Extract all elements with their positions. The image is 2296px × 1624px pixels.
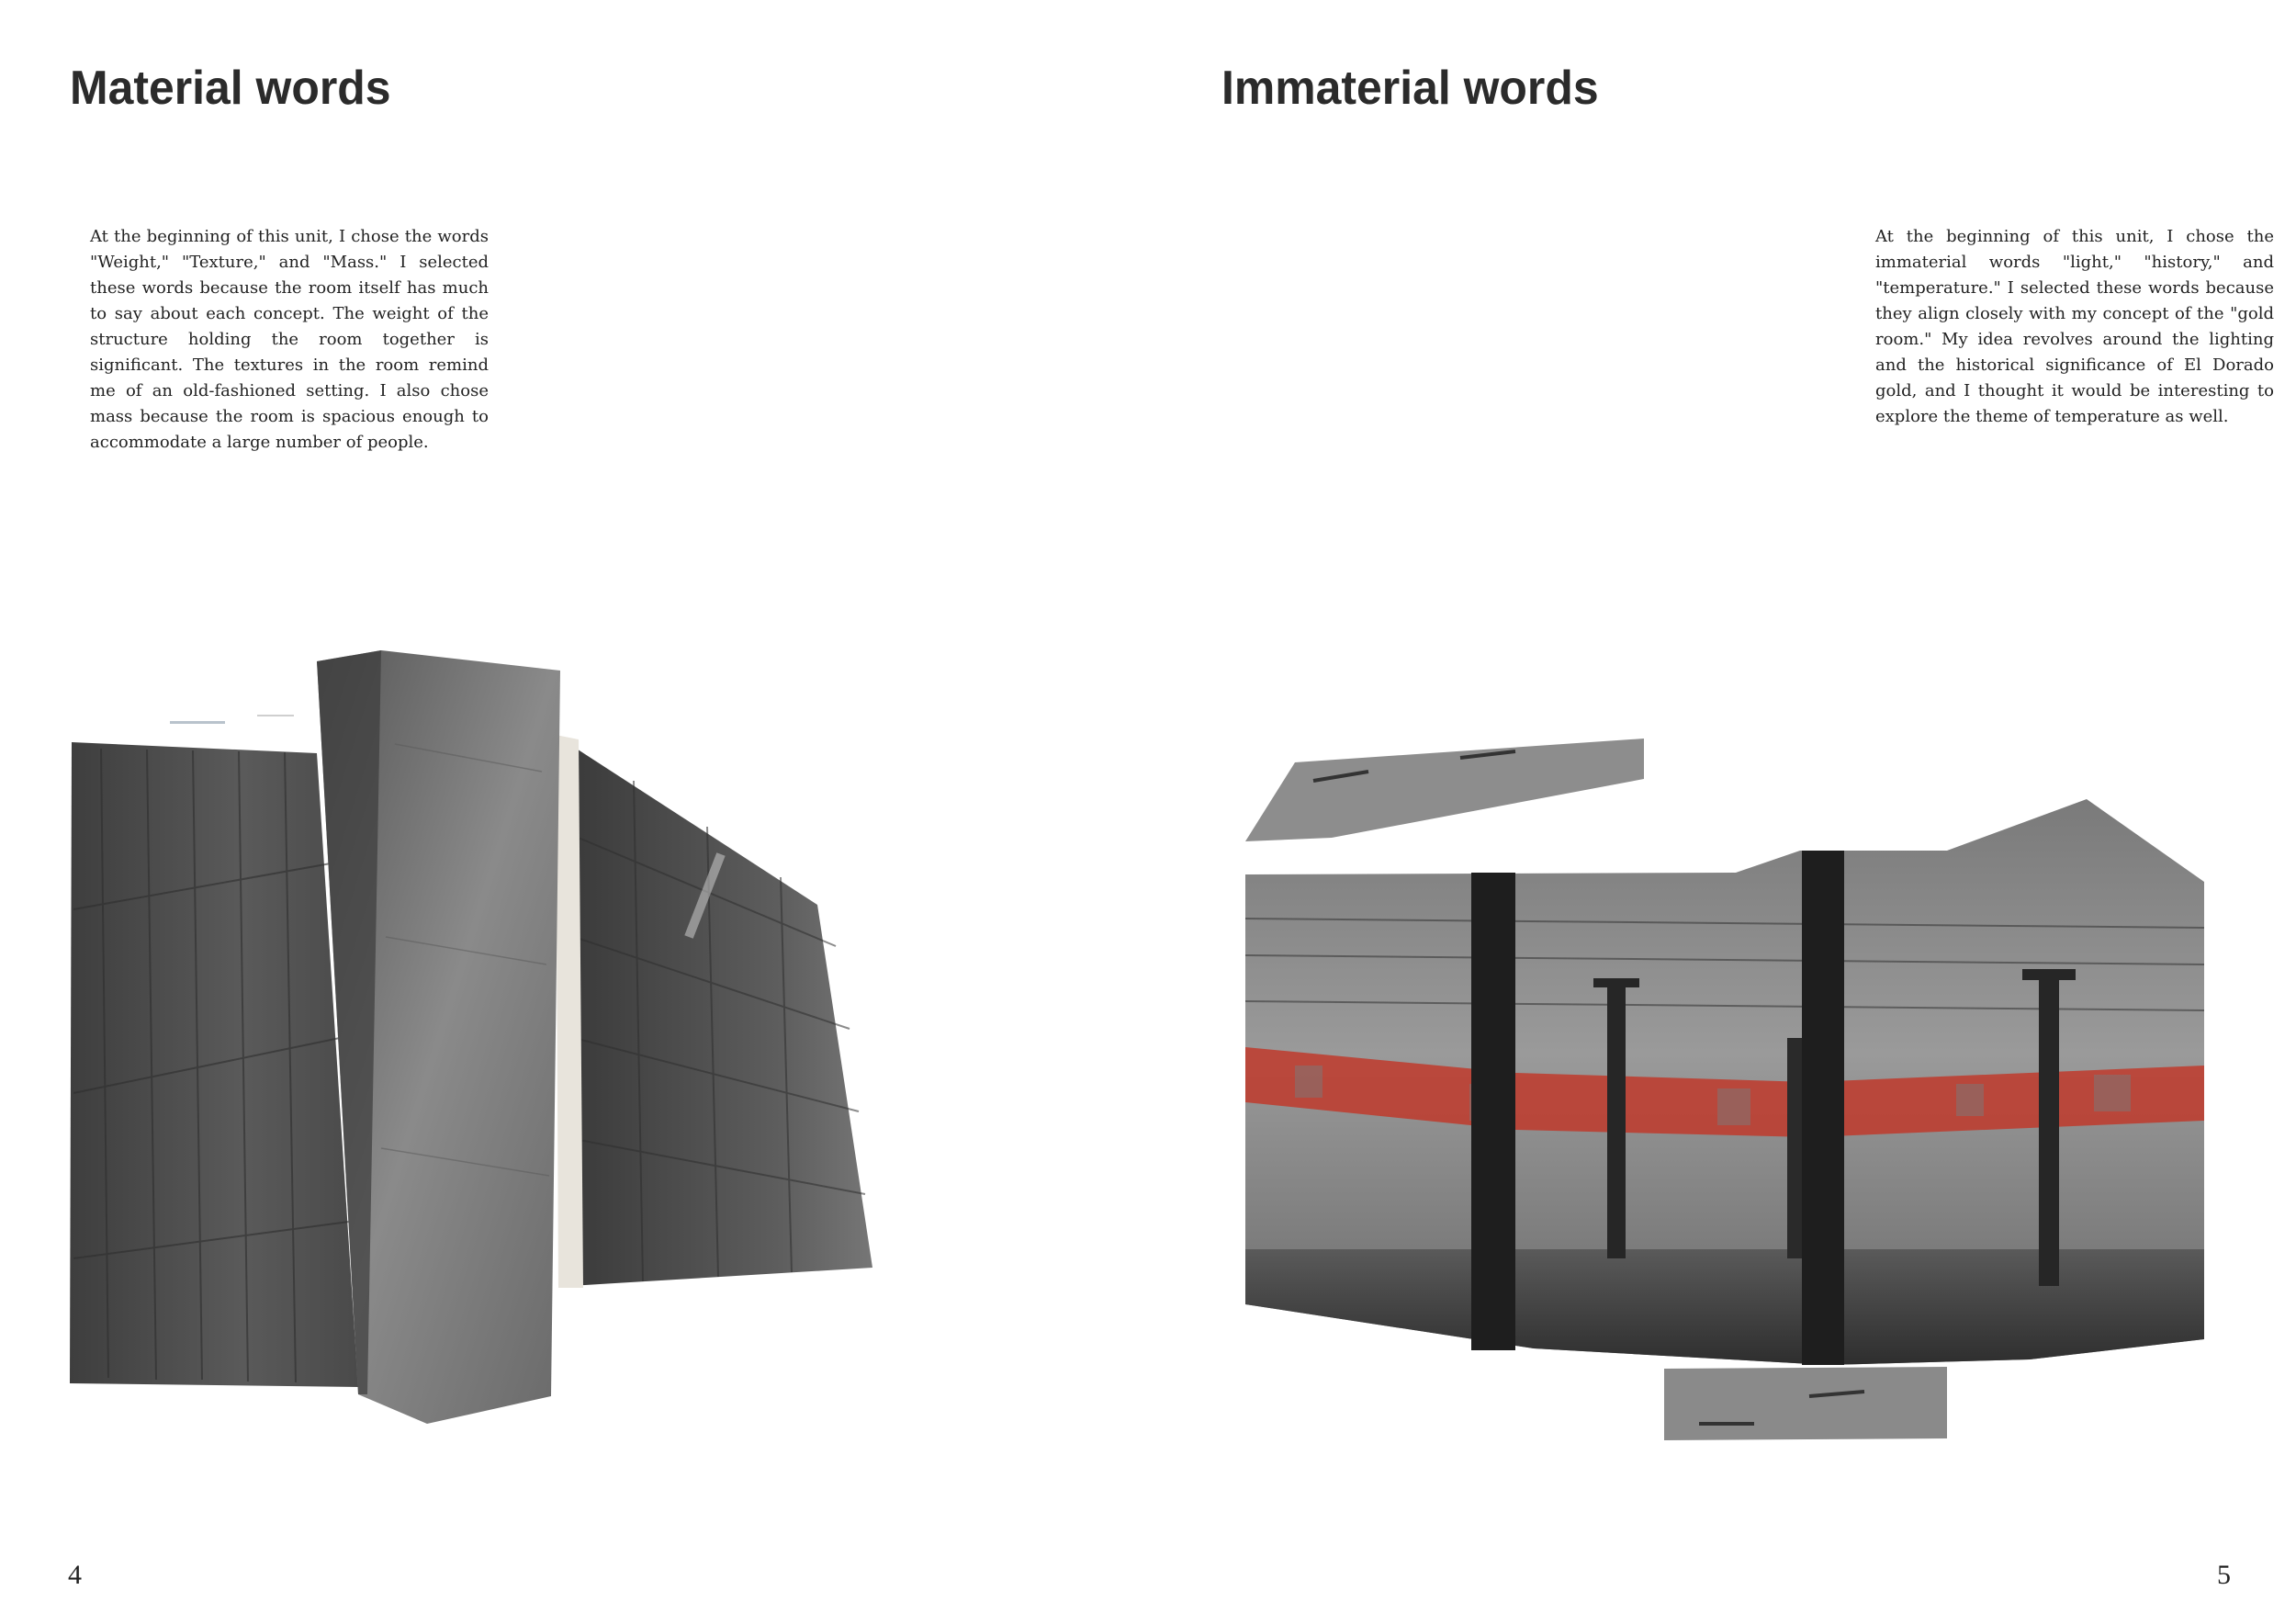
body-paragraph: At the beginning of this unit, I chose the words "Weight," "Texture," and "Mass." I selected these words because the room itself has much to say about each concept. The weight of the structure holding the room together is significant. The textures in the room remind me of an old-fashioned setting. I also chose mass because the room is spacious enough to accommodate a large number of people. bbox=[90, 227, 489, 452]
concrete-wall-collage bbox=[64, 634, 891, 1442]
reservoir-interior-collage bbox=[1240, 735, 2204, 1451]
body-paragraph: At the beginning of this unit, I chose the immaterial words "light," "history," and "temperature." I selected these words because they align closely with my concept of the "gold room." My idea revolves around the lighting and the historical significance of El Dorado gold, and I thought it would be interesting to explore the theme of temperature as well. bbox=[1875, 227, 2274, 426]
page-number: 4 bbox=[68, 1560, 82, 1590]
page-number: 5 bbox=[2217, 1560, 2231, 1590]
page-heading: Immaterial words bbox=[1221, 62, 1599, 115]
page-heading: Material words bbox=[70, 62, 391, 115]
right-page bbox=[1148, 0, 2296, 1624]
